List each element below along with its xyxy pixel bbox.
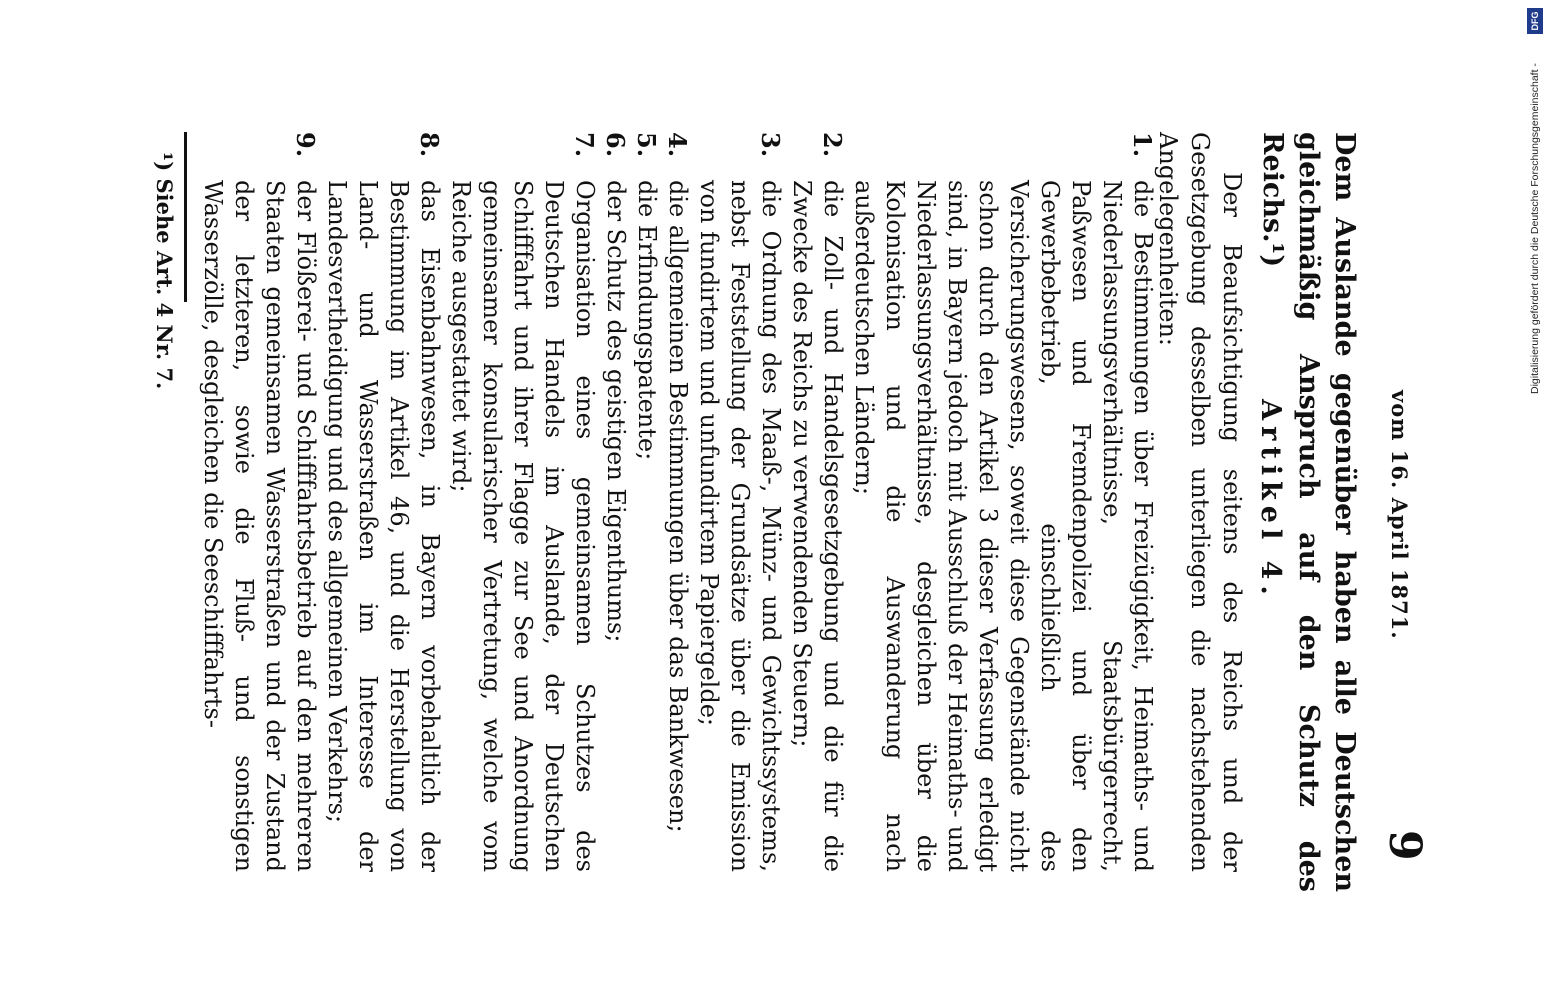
footnote-rule <box>184 132 187 302</box>
list-item <box>631 132 662 872</box>
list-item <box>197 132 321 872</box>
credit-line <box>1527 38 1543 394</box>
item-text: das Eisenbahnwesen, in Bayern vorbehaltlich der Bestimmung im Artikel 46, und die Herstellung von Land- und Wasserstraßen im Interesse der Landesvertheidigung und des allgemeinen Verkehrs; <box>323 180 444 872</box>
item-list <box>149 132 1158 872</box>
item-number: 8. <box>415 132 444 158</box>
list-item <box>662 132 693 872</box>
item-text: die Erfindungspatente; <box>633 180 661 461</box>
item-text: die Bestimmungen über Freizügigkeit, Heimaths- und Niederlassungsverhältnisse, Staatsbürgerrecht, Paßwesen und Fremdenpolizei und über den Gewerbebetrieb, einschließlich des Versicherungswesens, soweit diese Gegenstände nicht schon durch den Artikel 3 dieser Verfassung erledigt sind, in Bayern jedoch mit Ausschluß der Heimaths- und Niederlassungsverhältnisse, desgleichen über die Kolonisation und die Auswanderung nach außerdeutschen Ländern; <box>850 180 1157 872</box>
item-text: der Flößerei- und Schifffahrtsbetrieb auf den mehreren Staaten gemeinsamen Wasserstraßen und der Zustand der letzteren, sowie die Fluß- und sonstigen Wasserzölle, desgleichen die Seeschifffahrts- <box>199 180 320 872</box>
item-number: 4. <box>663 132 692 158</box>
item-number: 6. <box>601 132 630 158</box>
item-number: 7. <box>570 132 599 158</box>
list-item <box>321 132 445 872</box>
dfg-logo-text: DFG <box>1530 11 1540 31</box>
preamble-paragraph: Der Beaufsichtigung seitens des Reichs und der Gesetzgebung desselben unterliegen die nachstehenden Angelegenheiten: <box>1154 132 1246 872</box>
item-number: 1. <box>1128 132 1157 158</box>
item-text: die Ordnung des Maaß-, Münz- und Gewichtssystems, nebst Feststellung der Grundsätze über die Emission von fundirtem und unfundirtem Papiergelde; <box>695 180 785 872</box>
list-item <box>600 132 631 872</box>
item-number: 9. <box>291 132 320 158</box>
list-item <box>445 132 600 872</box>
page-number: 9 <box>1379 830 1430 861</box>
item-number: 3. <box>756 132 785 158</box>
list-item <box>848 132 1158 872</box>
running-head: vom 16. April 1871. <box>1387 390 1412 640</box>
item-number: 2. <box>818 132 847 158</box>
intro-paragraph: Dem Auslande gegenüber haben alle Deutschen gleichmäßig Anspruch auf den Schutz des Reichs.¹) <box>1257 132 1360 892</box>
footnote: ¹) Siehe Art. 4 Nr. 7. <box>152 152 177 390</box>
list-item <box>786 132 848 872</box>
item-text: die allgemeinen Bestimmungen über das Bankwesen; <box>664 180 692 833</box>
list-item <box>693 132 786 872</box>
page-header <box>1376 130 1430 890</box>
dfg-logo <box>1527 8 1543 34</box>
item-text: die Zoll- und Handelsgesetzgebung und die für die Zwecke des Reichs zu verwendenden Steuern; <box>788 180 847 872</box>
item-text: Organisation eines gemeinsamen Schutzes des Deutschen Handels im Auslande, der Deutschen Schifffahrt und ihrer Flagge zur See und Anordnung gemeinsamer konsularischer Vertretung, welche vom Reiche ausgestattet wird; <box>447 180 599 872</box>
item-text: der Schutz des geistigen Eigenthums; <box>602 180 630 643</box>
item-number: 5. <box>632 132 661 158</box>
article-title: Artikel 4. <box>1255 399 1286 601</box>
credit-text: Digitalisierung gefördert durch die Deutsche Forschungsgemeinschaft - <box>1529 63 1541 394</box>
